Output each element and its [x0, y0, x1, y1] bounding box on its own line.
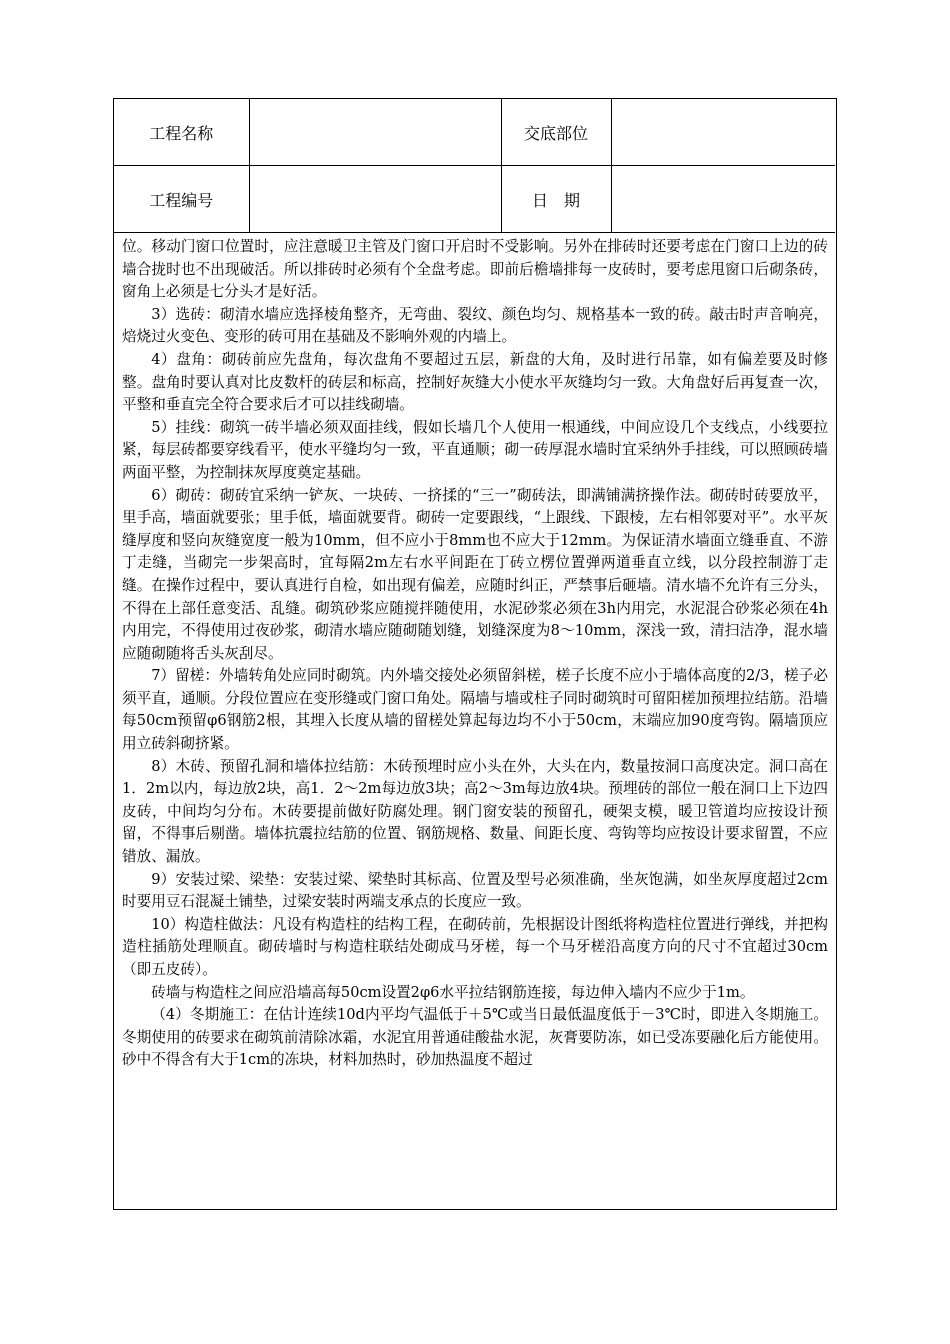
- paragraph-10: （4）冬期施工：在估计连续10d内平均气温低于＋5℃或当日最低温度低于－3℃时，即进入冬期施工。冬期使用的砖要求在砌筑前清除冰霜，水泥宜用普通硅酸盐水泥，灰膏要防冻，如已受冻要融化后方能使用。砂中不得含有大于1cm的冻块，材料加热时，砂加热温度不超过: [122, 1006, 828, 1069]
- disclosure-form: [113, 98, 837, 1210]
- date-label: 日 期: [501, 166, 611, 233]
- disclosure-part-label: 交底部位: [501, 99, 611, 166]
- header-row-1: [114, 99, 835, 166]
- paragraph-7: 9）安装过梁、梁垫：安装过梁、梁垫时其标高、位置及型号必须准确，坐灰饱满，如坐灰厚度超过2cm时要用豆石混凝土铺垫，过梁安装时两端支承点的长度应一致。: [122, 870, 828, 911]
- paragraph-3: 5）挂线：砌筑一砖半墙必须双面挂线，假如长墙几个人使用一根通线，中间应设几个支线点，小线要拉紧，每层砖都要穿线看平，使水平缝均匀一致，平直通顺；砌一砖厚混水墙时宜采纳外手挂线，可以照顾砖墙两面平整，为控制抹灰厚度奠定基础。: [122, 418, 828, 481]
- project-number-label: 工程编号: [114, 166, 249, 233]
- paragraph-0: 位。移动门窗口位置时，应注意暖卫主管及门窗口开启时不受影响。另外在排砖时还要考虑在门窗口上边的砖墙合拢时也不出现破活。所以排砖时必须有个全盘考虑。即前后檐墙排每一皮砖时，要考虑甩窗口后砌条砖，窗角上必须是七分头才是好活。: [122, 238, 828, 301]
- paragraph-9: 砖墙与构造柱之间应沿墙高每50cm设置2φ6水平拉结钢筋连接，每边伸入墙内不应少于1m。: [151, 983, 755, 1001]
- paragraph-8: 10）构造柱做法：凡设有构造柱的结构工程，在砌砖前，先根据设计图纸将构造柱位置进行弹线，并把构造柱插筋处理顺直。砌砖墙时与构造柱联结处砌成马牙槎，每一个马牙槎沿高度方向的尺寸不宜超过30cm（即五皮砖）。: [122, 915, 828, 978]
- header-table: [114, 99, 835, 233]
- paragraph-5: 7）留槎：外墙转角处应同时砌筑。内外墙交接处必须留斜槎，槎子长度不应小于墙体高度的2/3，槎子必须平直，通顺。分段位置应在变形缝或门窗口角处。隔墙与墙或柱子同时砌筑时可留阳槎加预埋拉结筋。沿墙每50cm预留φ6钢筋2根，其埋入长度从墙的留槎处算起每边均不小于50cm，末端应加90度弯钩。隔墙顶应用立砖斜砌挤紧。: [122, 667, 828, 753]
- paragraph-6: 8）木砖、预留孔洞和墙体拉结筋：木砖预埋时应小头在外，大头在内，数量按洞口高度决定。洞口高在1．2m以内，每边放2块，高1．2～2m每边放3块；高2～3m每边放4块。预埋砖的部位一般在洞口上下边四皮砖，中间均匀分布。木砖要提前做好防腐处理。钢门窗安装的预留孔，硬架支模，暖卫管道均应按设计预留，不得事后剔凿。墙体抗震拉结筋的位置、钢筋规格、数量、间距长度、弯钩等均应按设计要求留置，不应错放、漏放。: [122, 757, 828, 866]
- project-number-field[interactable]: [249, 166, 501, 233]
- header-row-2: [114, 166, 835, 233]
- paragraph-2: 4）盘角：砌砖前应先盘角，每次盘角不要超过五层，新盘的大角，及时进行吊靠，如有偏差要及时修整。盘角时要认真对比皮数杆的砖层和标高，控制好灰缝大小使水平灰缝均匀一致。大角盘好后再复查一次，平整和垂直完全符合要求后才可以挂线砌墙。: [122, 350, 828, 414]
- disclosure-content: [122, 236, 828, 1072]
- project-name-label: 工程名称: [114, 99, 249, 166]
- project-name-field[interactable]: [249, 99, 501, 166]
- paragraph-1: 3）选砖：砌清水墙应选择棱角整齐，无弯曲、裂纹、颜色均匀、规格基本一致的砖。敲击时声音响亮，焙烧过火变色、变形的砖可用在基础及不影响外观的内墙上。: [122, 305, 828, 346]
- disclosure-part-field[interactable]: [611, 99, 835, 166]
- paragraph-4: 6）砌砖：砌砖宜采纳一铲灰、一块砖、一挤揉的“三一”砌砖法，即满铺满挤操作法。砌砖时砖要放平，里手高，墙面就要张；里手低，墙面就要背。砌砖一定要跟线，“上跟线、下跟棱，左右相邻要对平”。水平灰缝厚度和竖向灰缝宽度一般为10mm，但不应小于8mm也不应大于12mm。为保证清水墙面立缝垂直、不游丁走缝，当砌完一步架高时，宜每隔2m左右水平间距在丁砖立楞位置弹两道垂直立线，以分段控制游丁走缝。在操作过程中，要认真进行自检，如出现有偏差，应随时纠正，严禁事后砸墙。清水墙不允许有三分头，不得在上部任意变活、乱缝。砌筑砂浆应随搅拌随使用，水泥砂浆必须在3h内用完，水泥混合砂浆必须在4h内用完，不得使用过夜砂浆，砌清水墙应随砌随划缝，划缝深度为8～10mm，深浅一致，清扫洁净，混水墙应随砌随将舌头灰刮尽。: [122, 486, 828, 662]
- date-field[interactable]: [611, 166, 835, 233]
